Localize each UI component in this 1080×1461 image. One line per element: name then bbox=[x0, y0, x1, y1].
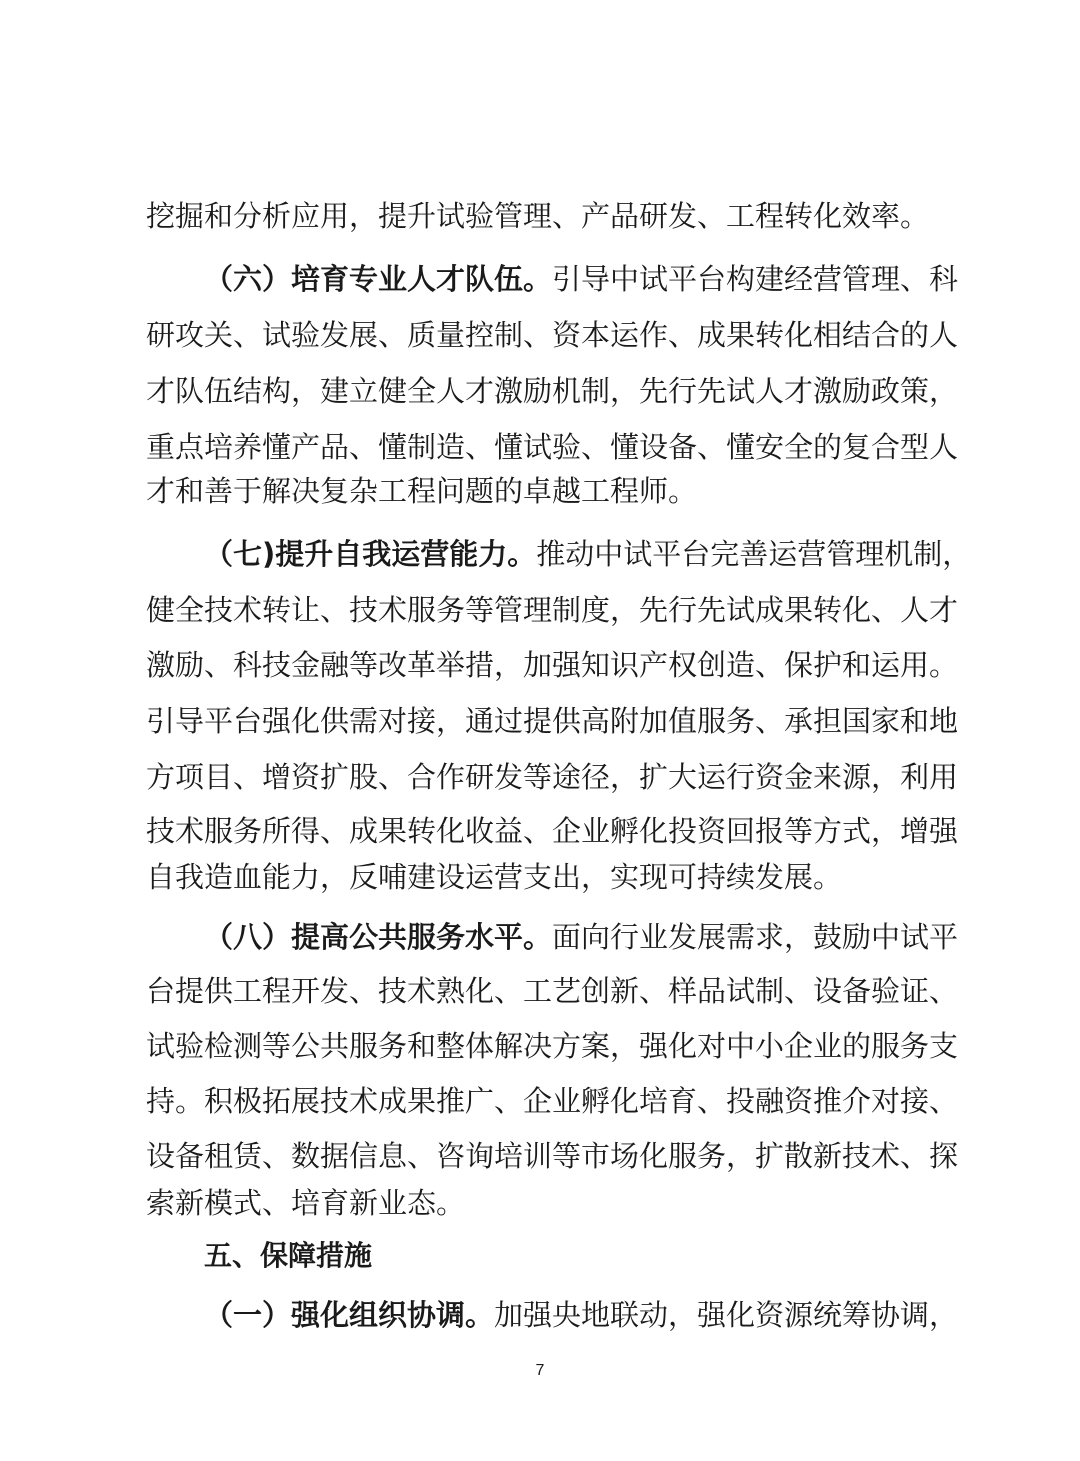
line-text: 激励、科技金融等改革举措，加强知识产权创造、保护和运用。 bbox=[146, 648, 959, 682]
section-lead-6: （六）培育专业人才队伍。 bbox=[204, 262, 553, 296]
paragraph-line bbox=[146, 196, 946, 236]
line-text: 设备租赁、数据信息、咨询培训等市场化服务，扩散新技术、探 bbox=[146, 1139, 959, 1173]
paragraph-line bbox=[204, 1295, 959, 1335]
line-text: 面向行业发展需求，鼓励中试平 bbox=[552, 920, 959, 954]
paragraph-line bbox=[146, 371, 959, 411]
paragraph-line bbox=[146, 971, 959, 1011]
line-text: 自我造血能力，反哺建设运营支出，实现可持续发展。 bbox=[146, 860, 843, 894]
line-text: 健全技术转让、技术服务等管理制度，先行先试成果转化、人才 bbox=[146, 593, 959, 627]
page-number: 7 bbox=[535, 1362, 545, 1379]
line-text: 研攻关、试验发展、质量控制、资本运作、成果转化相结合的人 bbox=[146, 318, 959, 352]
section-heading: 五、保障措施 bbox=[204, 1239, 373, 1272]
line-text: 方项目、增资扩股、合作研发等途径，扩大运行资金来源，利用 bbox=[146, 760, 959, 794]
paragraph-line bbox=[146, 427, 959, 467]
paragraph-line bbox=[204, 917, 959, 957]
line-text: 引导中试平台构建经营管理、科 bbox=[552, 262, 959, 296]
paragraph-line bbox=[146, 645, 959, 685]
line-text: 索新模式、培育新业态。 bbox=[146, 1186, 466, 1220]
line-text: 才队伍结构，建立健全人才激励机制，先行先试人才激励政策， bbox=[146, 374, 959, 408]
line-text: 才和善于解决复杂工程问题的卓越工程师。 bbox=[146, 474, 698, 508]
line-text: 推动中试平台完善运营管理机制， bbox=[536, 537, 972, 571]
line-text: 试验检测等公共服务和整体解决方案，强化对中小企业的服务支 bbox=[146, 1029, 959, 1063]
paragraph-line bbox=[146, 1183, 946, 1223]
paragraph-line bbox=[146, 1026, 959, 1066]
section-lead-1: （一）强化组织协调。 bbox=[204, 1298, 495, 1332]
paragraph-line bbox=[146, 701, 959, 741]
line-text: 技术服务所得、成果转化收益、企业孵化投资回报等方式，增强 bbox=[146, 814, 959, 848]
line-text: 重点培养懂产品、懂制造、懂试验、懂设备、懂安全的复合型人 bbox=[146, 430, 959, 464]
line-text: 引导平台强化供需对接，通过提供高附加值服务、承担国家和地 bbox=[146, 704, 959, 738]
paragraph-line bbox=[146, 1081, 959, 1121]
paragraph-line bbox=[146, 757, 959, 797]
paragraph-line bbox=[146, 811, 959, 851]
line-text: 持。积极拓展技术成果推广、企业孵化培育、投融资推介对接、 bbox=[146, 1084, 959, 1118]
paragraph-line bbox=[146, 590, 959, 630]
section-lead-7: （七)提升自我运营能力。 bbox=[204, 537, 537, 571]
paragraph-line bbox=[146, 857, 946, 897]
paragraph-line bbox=[204, 259, 959, 299]
line-text: 加强央地联动，强化资源统筹协调， bbox=[494, 1298, 959, 1332]
paragraph-line bbox=[146, 471, 946, 511]
section-lead-8: （八）提高公共服务水平。 bbox=[204, 920, 553, 954]
line-text: 台提供工程开发、技术熟化、工艺创新、样品试制、设备验证、 bbox=[146, 974, 959, 1008]
paragraph-line bbox=[146, 1136, 959, 1176]
line-text: 挖掘和分析应用，提升试验管理、产品研发、工程转化效率。 bbox=[146, 199, 930, 233]
paragraph-line bbox=[204, 534, 972, 574]
paragraph-line bbox=[146, 315, 959, 355]
